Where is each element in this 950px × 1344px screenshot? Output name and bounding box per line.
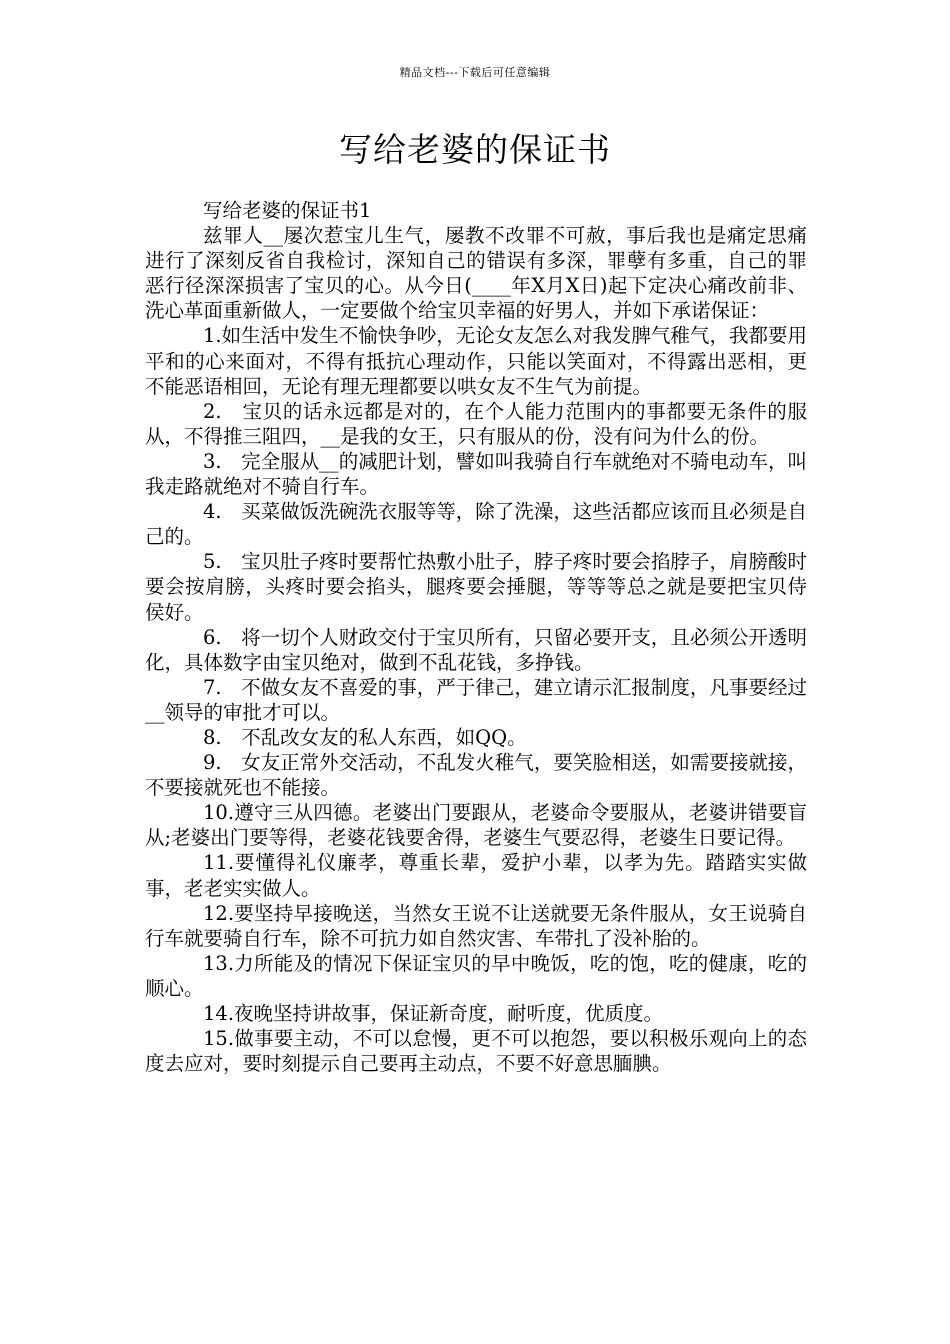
pledge-item-9: 9. 女友正常外交活动，不乱发火稚气，要笑脸相送，如需要接就接，不要接就死也不能接。 xyxy=(145,751,807,800)
pledge-item-6: 6. 将一切个人财政交付于宝贝所有，只留必要开支，且必须公开透明化，具体数字由宝贝绝对，做到不乱花钱，多挣钱。 xyxy=(145,625,807,674)
intro-paragraph: 兹罪人__屡次惹宝儿生气，屡教不改罪不可赦，事后我也是痛定思痛进行了深刻反省自我检讨，深知自己的错误有多深，罪孽有多重，自己的罪恶行径深深损害了宝贝的心。从今日(____年X月X日)起下定决心痛改前非、洗心革面重新做人，一定要做个给宝贝幸福的好男人，并如下承诺保证： xyxy=(145,224,807,323)
pledge-item-2: 2. 宝贝的话永远都是对的，在个人能力范围内的事都要无条件的服从，不得推三阻四，__是我的女王，只有服从的份，没有问为什么的份。 xyxy=(145,399,807,448)
pledge-item-8: 8. 不乱改女友的私人东西，如QQ。 xyxy=(203,725,527,749)
pledge-item-10: 10.遵守三从四德。老婆出门要跟从，老婆命令要服从，老婆讲错要盲从;老婆出门要等得，老婆花钱要舍得，老婆生气要忍得，老婆生日要记得。 xyxy=(145,801,807,850)
pledge-item-3: 3. 完全服从__的减肥计划，譬如叫我骑自行车就绝对不骑电动车，叫我走路就绝对不骑自行车。 xyxy=(145,449,807,499)
pledge-item-1: 1.如生活中发生不愉快争吵，无论女友怎么对我发脾气稚气，我都要用平和的心来面对，不得有抵抗心理动作，只能以笑面对，不得露出恶相，更不能恶语相回，无论有理无理都要以哄女友不生气为前提。 xyxy=(145,324,807,398)
pledge-item-5: 5. 宝贝肚子疼时要帮忙热敷小肚子，脖子疼时要会掐脖子，肩膀酸时要会按肩膀，头疼时要会掐头，腿疼要会捶腿，等等等总之就是要把宝贝侍侯好。 xyxy=(145,550,807,624)
pledge-item-4: 4. 买菜做饭洗碗洗衣服等等，除了洗澡，这些活都应该而且必须是自己的。 xyxy=(145,500,807,549)
pledge-item-14: 14.夜晚坚持讲故事，保证新奇度，耐听度，优质度。 xyxy=(203,1002,664,1025)
document-body xyxy=(145,198,807,1076)
pledge-item-7: 7. 不做女友不喜爱的事，严于律己，建立请示汇报制度，凡事要经过__领导的审批才可以。 xyxy=(145,675,807,724)
pledge-item-15: 15.做事要主动，不可以怠慢，更不可以抱怨，要以积极乐观向上的态度去应对，要时刻提示自己要再主动点，不要不好意思腼腆。 xyxy=(145,1027,807,1076)
document-title: 写给老婆的保证书 xyxy=(339,130,611,169)
pledge-item-13: 13.力所能及的情况下保证宝贝的早中晚饭，吃的饱，吃的健康，吃的顺心。 xyxy=(145,951,807,1000)
pledge-item-12: 12.要坚持早接晚送，当然女王说不让送就要无条件服从，女王说骑自行车就要骑自行车，除不可抗力如自然灾害、车带扎了没补胎的。 xyxy=(145,901,807,950)
page-header: 精品文档---下载后可任意编辑 xyxy=(399,66,551,79)
section-subtitle: 写给老婆的保证书1 xyxy=(203,199,372,222)
pledge-item-11: 11.要懂得礼仪廉孝，尊重长辈，爱护小辈，以孝为先。踏踏实实做事，老老实实做人。 xyxy=(145,851,807,900)
